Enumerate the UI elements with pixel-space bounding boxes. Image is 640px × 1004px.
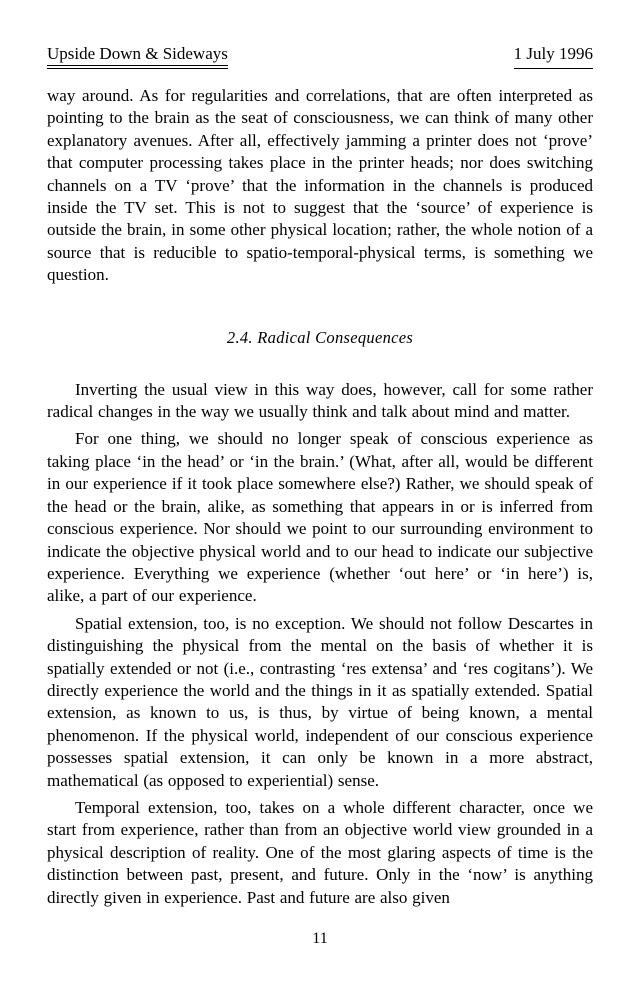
paragraph: Inverting the usual view in this way does, however, call for some rather radical changes in the way we usually think and talk about mind and matter. xyxy=(47,379,593,422)
paragraph: Spatial extension, too, is no exception. We should not follow Descartes in distinguishing the physical from the mental on the basis of whether it is spatially extended or not (i.e., contrasting ‘res extensa’ and ‘res cogitans’). We directly experience the world and the things in it as spatially extended. Spatial extension, as known to us, is thus, by virtue of being known, a mental phenomenon. If the physical world, independent of our conscious experience possesses spatial extension, it can only be known in a more abstract, mathematical (as opposed to experiential) sense. xyxy=(47,613,593,790)
document-title: Upside Down & Sideways xyxy=(47,44,228,69)
document-body xyxy=(47,85,593,914)
paragraph: For one thing, we should no longer speak of conscious experience as taking place ‘in the head’ or ‘in the brain.’ (What, after all, would be different in our experience if it took place somewhere else?) Rather, we should speak of the head or the brain, alike, as something that appears in or is inferred from conscious experience. Nor should we point to our surrounding environment to indicate the objective physical world and to our head to indicate our subjective experience. Everything we experience (whether ‘out here’ or ‘in here’) is, alike, a part of our experience. xyxy=(47,429,593,606)
paragraph: Temporal extension, too, takes on a whole different character, once we start from experience, rather than from an objective world view grounded in a physical description of reality. One of the most glaring aspects of time is the distinction between past, present, and future. Only in the ‘now’ is anything directly given in experience. Past and future are also given xyxy=(47,797,593,907)
page-footer xyxy=(47,930,593,958)
page-number: 11 xyxy=(312,930,328,947)
paragraph-continuation: way around. As for regularities and correlations, that are often interpreted as pointing to the brain as the seat of consciousness, we can think of many other explanatory avenues. After all, effectively jamming a printer does not ‘prove’ that computer processing takes place in the printer heads; nor does switching channels on a TV ‘prove’ that the information in the channels is produced inside the TV set. This is not to suggest that the ‘source’ of experience is outside the brain, in some other physical location; rather, the whole notion of a source that is reducible to spatio-temporal-physical terms, is something we question. xyxy=(47,86,593,285)
section-heading: 2.4. Radical Consequences xyxy=(226,327,414,347)
document-date: 1 July 1996 xyxy=(514,44,593,69)
running-header xyxy=(47,44,593,69)
